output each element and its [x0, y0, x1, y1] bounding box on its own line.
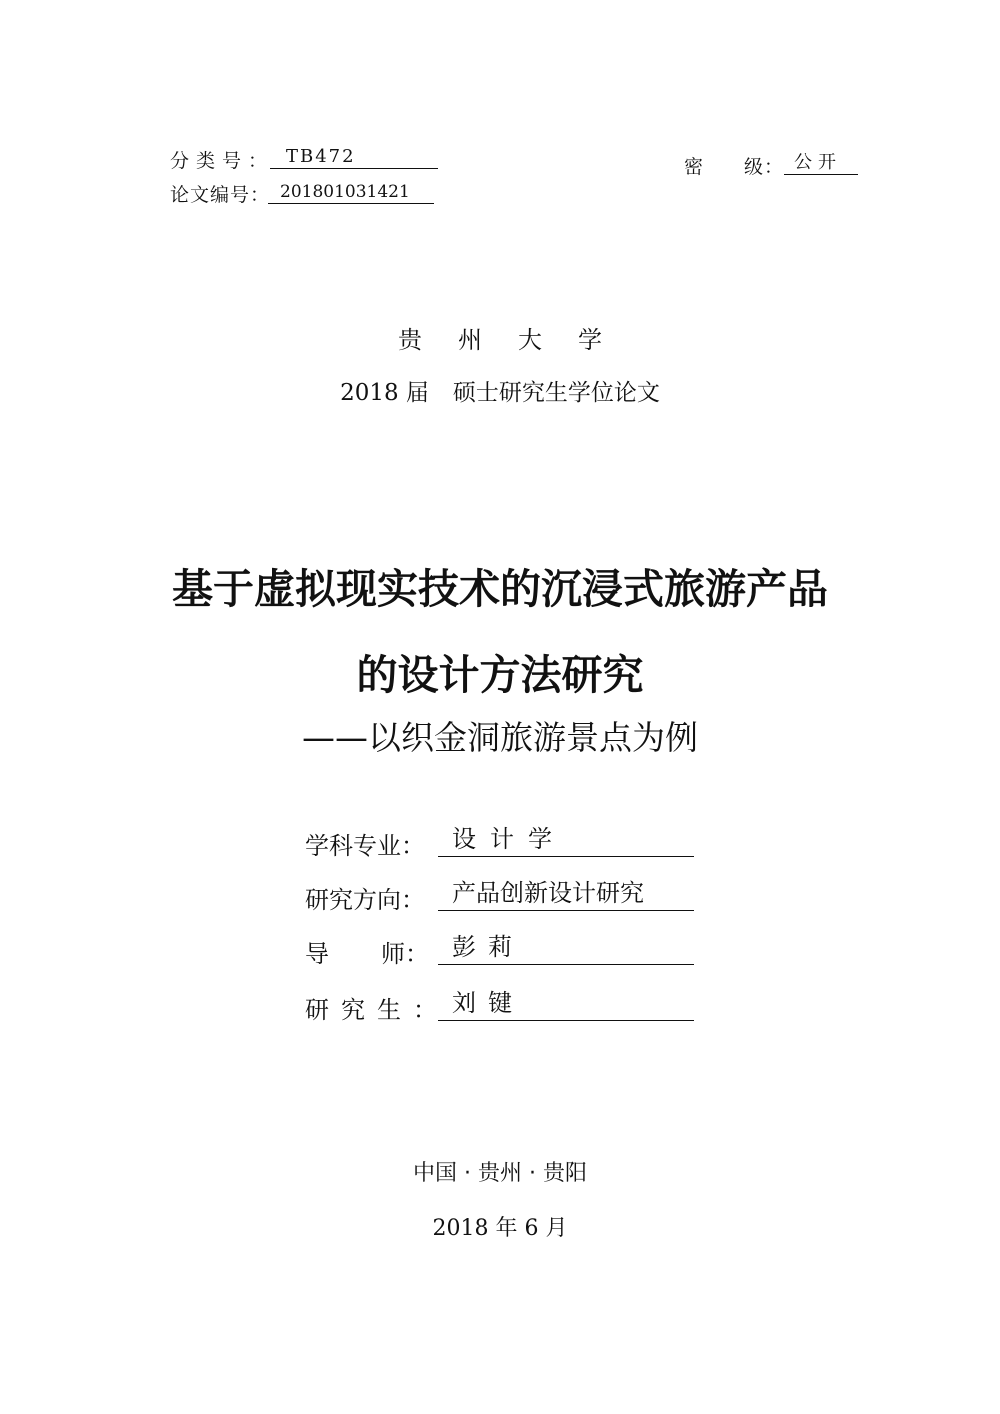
classification-label: 分类号： [170, 150, 275, 172]
research-direction-label: 研究方向： [305, 886, 425, 914]
thesis-title-line1: 基于虚拟现实技术的沉浸式旅游产品 [172, 565, 828, 613]
major-value: 设计学 [438, 822, 694, 857]
degree-year: 2018 [340, 380, 399, 406]
thesis-subtitle: ——以织金洞旅游景点为例 [302, 718, 698, 757]
date-line: 2018 年 6 月 [432, 1216, 568, 1241]
degree-line [0, 374, 1000, 407]
degree-suffix: 届 [405, 380, 429, 406]
thesis-number-label: 论文编号： [170, 184, 271, 206]
classification-value: TB472 [270, 146, 438, 169]
place-line: 中国 · 贵州 · 贵阳 [413, 1161, 587, 1186]
research-direction-value: 产品创新设计研究 [438, 876, 694, 911]
university-name: 贵州大学 [398, 326, 638, 354]
student-value: 刘键 [438, 986, 694, 1021]
tutor-label [305, 934, 429, 969]
tutor-label-part2: 师： [381, 940, 429, 968]
tutor-label-part1: 导 [305, 940, 329, 968]
student-label: 研究生： [305, 996, 449, 1024]
security-level-label [684, 152, 784, 179]
security-level-value: 公开 [784, 152, 858, 175]
tutor-value: 彭莉 [438, 930, 694, 965]
degree-text: 硕士研究生学位论文 [452, 380, 660, 406]
thesis-number-value: 201801031421 [268, 181, 434, 204]
security-label-part1: 密 [684, 156, 705, 178]
major-label: 学科专业： [305, 832, 425, 860]
security-label-part2: 级： [744, 156, 785, 178]
thesis-title-line2: 的设计方法研究 [356, 651, 644, 699]
